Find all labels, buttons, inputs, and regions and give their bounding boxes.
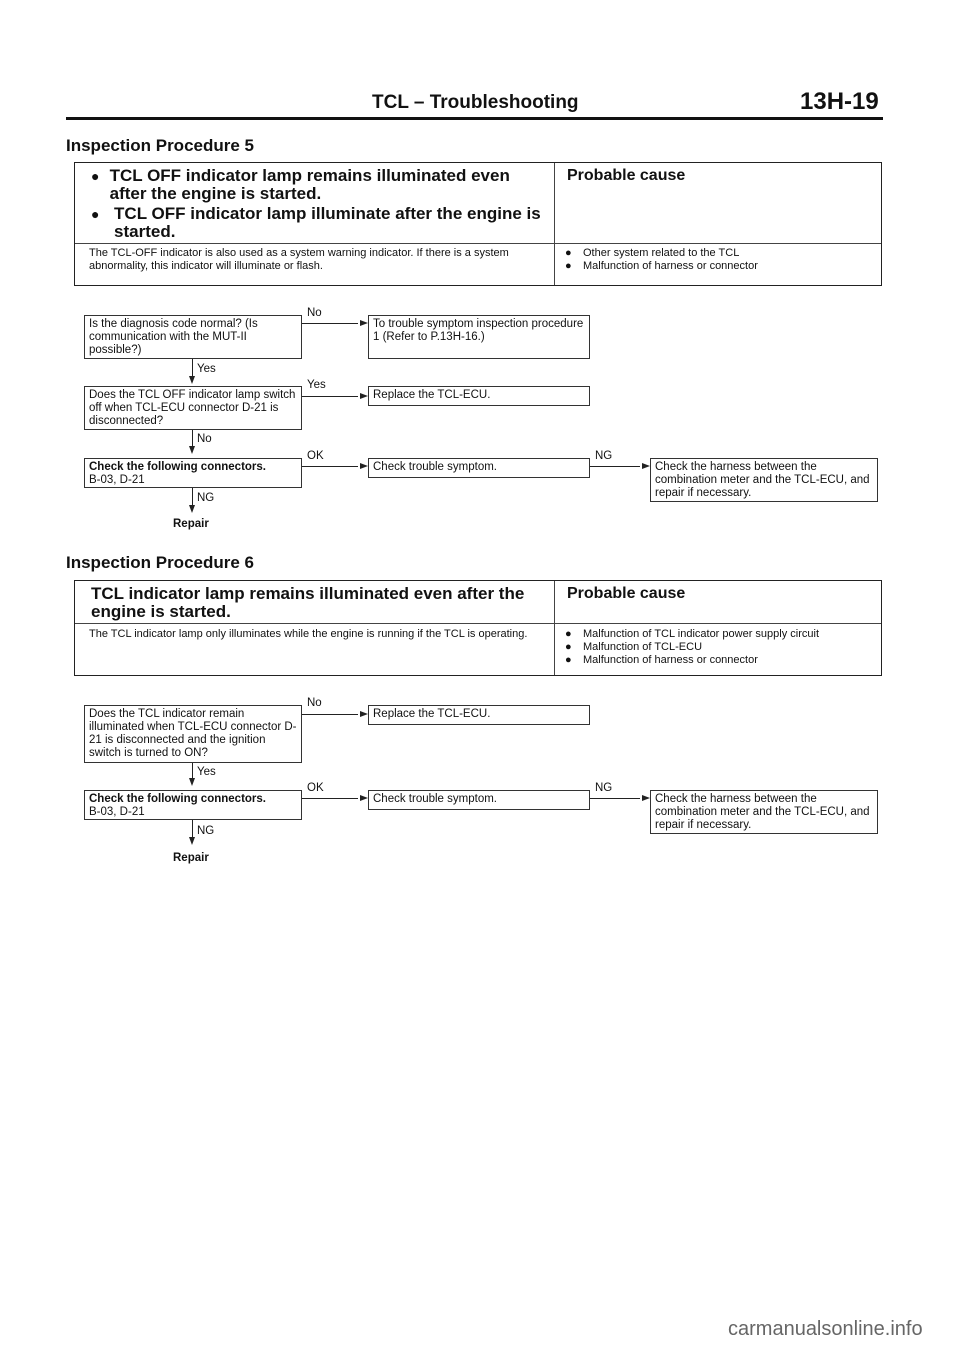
arrow-icon <box>189 505 195 513</box>
p6-check-connectors-box: Check the following connectors. B-03, D-21 <box>84 790 302 820</box>
probable-cause-heading: Probable cause <box>567 167 686 184</box>
procedure-6-symptom: TCL indicator lamp remains illuminated even after the engine is started. <box>91 584 525 621</box>
bullet-icon: ● <box>565 641 572 653</box>
p5-harness-box: Check the harness between the combination meter and the TCL-ECU, and repair if necessary. <box>650 458 878 502</box>
arrow-icon <box>189 446 195 454</box>
bullet-icon: ● <box>565 628 572 640</box>
arrow-icon <box>642 463 650 469</box>
p5-diagnosis-question: Is the diagnosis code normal? (Is communication with the MUT-II possible?) <box>84 315 302 359</box>
p5-label-yes: Yes <box>197 363 216 375</box>
procedure-5-table <box>74 162 882 286</box>
arrow-icon <box>189 778 195 786</box>
p5-label-yes-2: Yes <box>307 379 326 391</box>
p6-replace-ecu-box: Replace the TCL-ECU. <box>368 705 590 725</box>
bullet-icon: ● <box>565 654 572 666</box>
p5-label-no-2: No <box>197 433 212 445</box>
p6-label-yes: Yes <box>197 766 216 778</box>
p5-label-ng: NG <box>595 450 613 462</box>
p5-lamp-switch-question: Does the TCL OFF indicator lamp switch off when TCL-ECU connector D-21 is disconnected? <box>84 386 302 430</box>
p5-repair: Repair <box>173 518 209 530</box>
bullet-icon: ● <box>565 247 572 259</box>
arrow-icon <box>189 837 195 845</box>
probable-cause-heading: Probable cause <box>567 585 686 602</box>
bullet-icon: ● <box>91 206 100 222</box>
p6-check-symptom-box: Check trouble symptom. <box>368 790 590 810</box>
arrow-icon <box>360 711 368 717</box>
arrow-icon <box>360 795 368 801</box>
p5-replace-ecu-box: Replace the TCL-ECU. <box>368 386 590 406</box>
p5-trouble-symptom-box: To trouble symptom inspection procedure 1 (Refer to P.13H-16.) <box>368 315 590 359</box>
watermark: carmanualsonline.info <box>728 1318 923 1340</box>
p5-label-no: No <box>307 307 322 319</box>
procedure-5-title: Inspection Procedure 5 <box>66 136 254 155</box>
procedure-5-causes: ● Other system related to the TCL ● Malfunction of harness or connector <box>565 247 758 272</box>
arrow-icon <box>360 463 368 469</box>
procedure-6-title: Inspection Procedure 6 <box>66 553 254 572</box>
p6-harness-box: Check the harness between the combination meter and the TCL-ECU, and repair if necessary. <box>650 790 878 834</box>
p6-label-ok: OK <box>307 782 324 794</box>
procedure-5-description: The TCL-OFF indicator is also used as a system warning indicator. If there is a system abnormality, this indicator will illuminate or flash. <box>89 247 509 272</box>
p5-check-symptom-box: Check trouble symptom. <box>368 458 590 478</box>
p6-repair: Repair <box>173 852 209 864</box>
header-rule <box>66 117 883 120</box>
page-title: TCL – Troubleshooting <box>372 92 579 113</box>
p5-label-ng-2: NG <box>197 492 215 504</box>
arrow-icon <box>189 376 195 384</box>
page-number: 13H-19 <box>800 88 879 115</box>
procedure-6-table <box>74 580 882 676</box>
p6-indicator-question: Does the TCL indicator remain illuminated when TCL-ECU connector D-21 is disconnected and the ignition switch is turned to ON? <box>84 705 302 763</box>
bullet-icon: ● <box>91 168 100 184</box>
p6-label-ng-2: NG <box>197 825 215 837</box>
procedure-6-description: The TCL indicator lamp only illuminates while the engine is running if the TCL is operating. <box>89 628 528 640</box>
p6-label-no: No <box>307 697 322 709</box>
procedure-6-causes: ● Malfunction of TCL indicator power supply circuit ● Malfunction of TCL-ECU ● Malfunction of harness or connector <box>565 628 819 666</box>
symptom-1: ● TCL OFF indicator lamp remains illuminated even after the engine is started. <box>91 166 510 203</box>
arrow-icon <box>642 795 650 801</box>
symptom-2: ● TCL OFF indicator lamp illuminate after the engine is started. <box>91 204 541 241</box>
p5-check-connectors-box: Check the following connectors. B-03, D-21 <box>84 458 302 488</box>
p5-label-ok: OK <box>307 450 324 462</box>
p6-label-ng: NG <box>595 782 613 794</box>
arrow-icon <box>360 320 368 326</box>
bullet-icon: ● <box>565 260 572 272</box>
arrow-icon <box>360 393 368 399</box>
